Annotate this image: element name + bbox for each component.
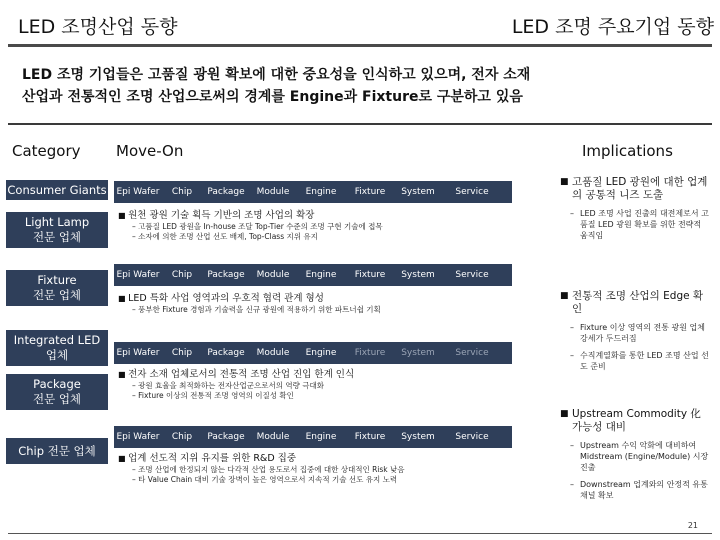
value-chain-step: Service — [455, 432, 489, 442]
move-on-sub: – 소자에 의한 조명 산업 선도 배제, Top-Class 지위 유지 — [118, 232, 518, 242]
lead-statement — [22, 64, 712, 108]
value-chain-step: Fixture — [354, 187, 386, 197]
implications-heading: Implications — [582, 142, 673, 160]
value-chain-step: Engine — [305, 432, 337, 442]
category-label: 전문 업체 — [32, 392, 82, 406]
category-label: Light Lamp — [24, 215, 90, 229]
category-label: Consumer Giants — [7, 182, 107, 197]
value-chain-chip — [114, 426, 512, 448]
value-chain-step: Fixture — [354, 348, 386, 358]
category-fixture — [6, 270, 108, 306]
value-chain-consumer — [114, 181, 512, 203]
category-heading: Category — [12, 142, 81, 160]
move-on-sub: – 조명 산업에 한정되지 않는 다각적 산업 용도로서 집중에 대한 상대적인 Risk 낮음 — [118, 465, 518, 475]
move-on-main: ■ 업계 선도적 지위 유지를 위한 R&D 집중 — [118, 452, 518, 465]
value-chain-step: Engine — [305, 348, 337, 358]
move-on-main: ■ 원천 광원 기술 획득 기반의 조명 사업의 확장 — [118, 209, 518, 222]
move-on-heading: Move-On — [116, 142, 184, 160]
implication-detail: – Downstream 업계와의 안정적 유통 채널 확보 — [560, 479, 710, 501]
value-chain-step: Fixture — [354, 432, 386, 442]
move-on-sub: – 풍부한 Fixture 경험과 기술력을 신규 광원에 적용하기 위한 파트너쉽 기획 — [118, 305, 518, 315]
category-label: 전문 업체 — [32, 230, 82, 244]
move-on-light-lamp — [118, 209, 518, 242]
implication-heading: ■ 고품질 LED 광원에 대한 업계의 공통적 니즈 도출 — [560, 176, 710, 202]
lead-line-2: 산업과 전통적인 조명 산업으로써의 경계를 Engine과 Fixture로 구분하고 있음 — [22, 89, 523, 105]
category-label: Chip 전문 업체 — [18, 443, 96, 458]
value-chain-step: Service — [455, 348, 489, 358]
value-chain-step: Package — [207, 187, 245, 197]
move-on-chip — [118, 452, 518, 485]
implication-detail: – LED 조명 사업 진출의 대전제로서 고품질 LED 광원 확보를 위한 전략적 움직임 — [560, 208, 710, 241]
value-chain-step: Engine — [305, 270, 337, 280]
category-label: Fixture — [37, 273, 77, 287]
value-chain-step: Engine — [305, 187, 337, 197]
move-on-sub: – 광원 효율을 최적화하는 전자산업군으로서의 역량 극대화 — [118, 381, 518, 391]
category-consumer-giants — [6, 180, 108, 200]
move-on-main: ■ 전자 소재 업체로서의 전통적 조명 산업 진입 한계 인식 — [118, 368, 518, 381]
value-chain-step: Module — [256, 187, 290, 197]
lead-line-1: LED 조명 기업들은 고품질 광원 확보에 대한 중요성을 인식하고 있으며, 전자 소재 — [22, 67, 531, 83]
value-chain-step: Epi Wafer — [116, 270, 160, 280]
value-chain-step: System — [401, 187, 435, 197]
category-label: 전문 업체 — [32, 288, 82, 302]
value-chain-step: Chip — [171, 187, 193, 197]
value-chain-step: Epi Wafer — [116, 432, 160, 442]
value-chain-step: Epi Wafer — [116, 187, 160, 197]
lead-divider — [8, 123, 712, 125]
implication-heading: ■ Upstream Commodity 化 가능성 대비 — [560, 408, 710, 434]
footer-divider — [8, 533, 712, 534]
move-on-sub: – 고품질 LED 광원을 In-house 조달 Top-Tier 수준의 조명 구현 기술에 접목 — [118, 222, 518, 232]
move-on-sub: – 타 Value Chain 대비 기술 장벽이 높은 영역으로서 지속적 기술 선도 유지 노력 — [118, 475, 518, 485]
value-chain-step: Chip — [171, 432, 193, 442]
move-on-sub: – Fixture 이상의 전통적 조명 영역의 이질성 확인 — [118, 391, 518, 401]
value-chain-step: Service — [455, 270, 489, 280]
implication-detail: – Fixture 이상 영역의 전통 광원 업체 강세가 두드러짐 — [560, 322, 710, 344]
category-label: 업체 — [45, 348, 69, 362]
value-chain-integrated — [114, 342, 512, 364]
move-on-integrated — [118, 368, 518, 401]
value-chain-step: Module — [256, 270, 290, 280]
category-integrated-led — [6, 330, 108, 366]
value-chain-light-lamp — [114, 264, 512, 286]
value-chain-step: Package — [207, 270, 245, 280]
value-chain-step: System — [401, 348, 435, 358]
category-light-lamp — [6, 212, 108, 248]
category-label: Package — [33, 377, 81, 391]
value-chain-step: Chip — [171, 348, 193, 358]
value-chain-step: Package — [207, 348, 245, 358]
category-label: Integrated LED — [13, 333, 101, 347]
category-package — [6, 374, 108, 410]
slide-title: LED 조명 주요기업 동향 — [511, 16, 714, 38]
header-divider — [8, 44, 712, 47]
value-chain-step: Epi Wafer — [116, 348, 160, 358]
value-chain-step: Fixture — [354, 270, 386, 280]
page-number: 21 — [687, 521, 698, 530]
value-chain-step: Package — [207, 432, 245, 442]
move-on-fixture — [118, 292, 518, 315]
implication-detail: – Upstream 수익 악화에 대비하여 Midstream (Engine/Module) 시장 진출 — [560, 440, 710, 473]
move-on-main: ■ LED 특화 사업 영역과의 우호적 협력 관계 형성 — [118, 292, 518, 305]
category-chip — [6, 438, 108, 464]
value-chain-step: Chip — [171, 270, 193, 280]
value-chain-step: System — [401, 432, 435, 442]
value-chain-step: Module — [256, 432, 290, 442]
value-chain-step: Module — [256, 348, 290, 358]
implication-2 — [560, 290, 710, 372]
section-title: LED 조명산업 동향 — [18, 16, 178, 38]
implication-heading: ■ 전통적 조명 산업의 Edge 확인 — [560, 290, 710, 316]
implication-detail: – 수직계열화를 통한 LED 조명 산업 선도 준비 — [560, 350, 710, 372]
implication-3 — [560, 408, 710, 501]
implication-1 — [560, 176, 710, 241]
value-chain-step: System — [401, 270, 435, 280]
value-chain-step: Service — [455, 187, 489, 197]
